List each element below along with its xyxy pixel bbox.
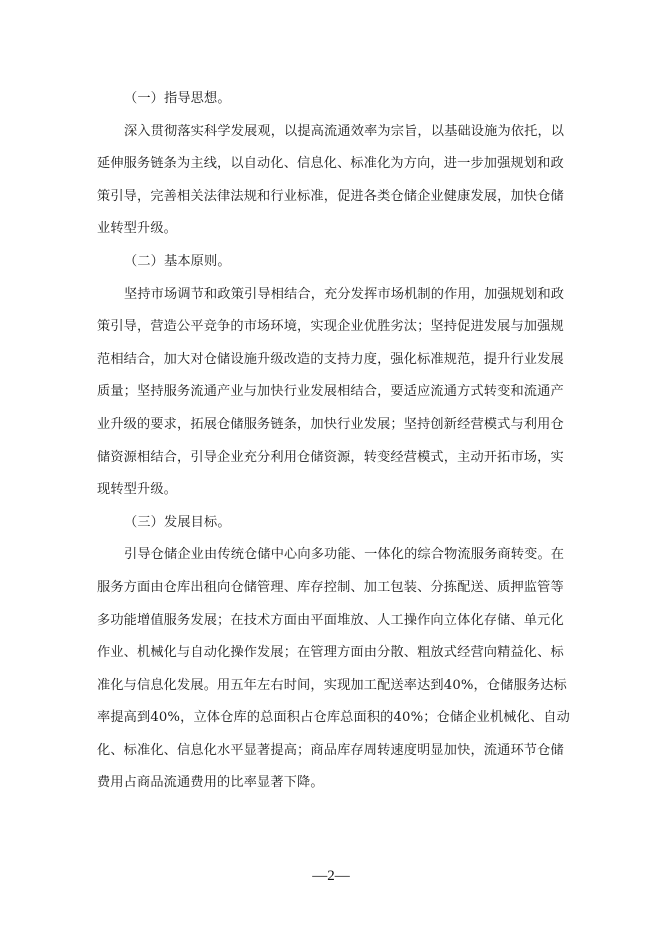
document-body (97, 88, 570, 805)
paragraph-line: 费用占商品流通费用的比率显著下降。 (97, 775, 324, 791)
paragraph-line: 业转型升级。 (97, 221, 178, 237)
section-heading-development-goals: （三）发展目标。 (124, 514, 231, 530)
paragraph-line: 率提高到40%，立体仓库的总面积占仓库总面积的40%；仓储企业机械化、自动 (97, 710, 570, 726)
paragraph-line: 策引导，营造公平竞争的市场环境，实现企业优胜劣汰；坚持促进发展与加强规 (97, 319, 564, 335)
paragraph-line: 引导仓储企业由传统仓储中心向多功能、一体化的综合物流服务商转变。在 (124, 547, 565, 563)
paragraph-line: 储资源相结合，引导企业充分利用仓储资源，转变经营模式，主动开拓市场，实 (97, 449, 564, 465)
paragraph-line: 质量；坚持服务流通产业与加快行业发展相结合，要适应流通方式转变和流通产 (97, 384, 564, 400)
paragraph-line: 服务方面由仓库出租向仓储管理、库存控制、加工包装、分拣配送、质押监管等 (97, 579, 564, 595)
paragraph-line: 范相结合，加大对仓储设施升级改造的支持力度，强化标准规范，提升行业发展 (97, 351, 564, 367)
paragraph-line: 策引导，完善相关法律法规和行业标准，促进各类仓储企业健康发展，加快仓储 (97, 188, 564, 204)
section-heading-basic-principles: （二）基本原则。 (124, 253, 231, 269)
paragraph-line: 延伸服务链条为主线，以自动化、信息化、标准化为方向，进一步加强规划和政 (97, 156, 564, 172)
paragraph-line: 多功能增值服务发展；在技术方面由平面堆放、人工操作向立体化存储、单元化 (97, 612, 564, 628)
paragraph-line: 坚持市场调节和政策引导相结合，充分发挥市场机制的作用，加强规划和政 (124, 286, 565, 302)
paragraph-line: 作业、机械化与自动化操作发展；在管理方面由分散、粗放式经营向精益化、标 (97, 645, 564, 661)
page-number: —2— (312, 868, 350, 884)
paragraph-line: 深入贯彻落实科学发展观，以提高流通效率为宗旨，以基础设施为依托，以 (124, 123, 565, 139)
paragraph-line: 准化与信息化发展。用五年左右时间，实现加工配送率达到40%，仓储服务达标 (97, 677, 567, 693)
section-heading-guiding-ideology: （一）指导思想。 (124, 91, 231, 106)
paragraph-line: 化、标准化、信息化水平显著提高；商品库存周转速度明显加快，流通环节仓储 (97, 742, 564, 758)
paragraph-line: 现转型升级。 (97, 482, 178, 498)
paragraph-line: 业升级的要求，拓展仓储服务链条，加快行业发展；坚持创新经营模式与利用仓 (97, 416, 564, 432)
